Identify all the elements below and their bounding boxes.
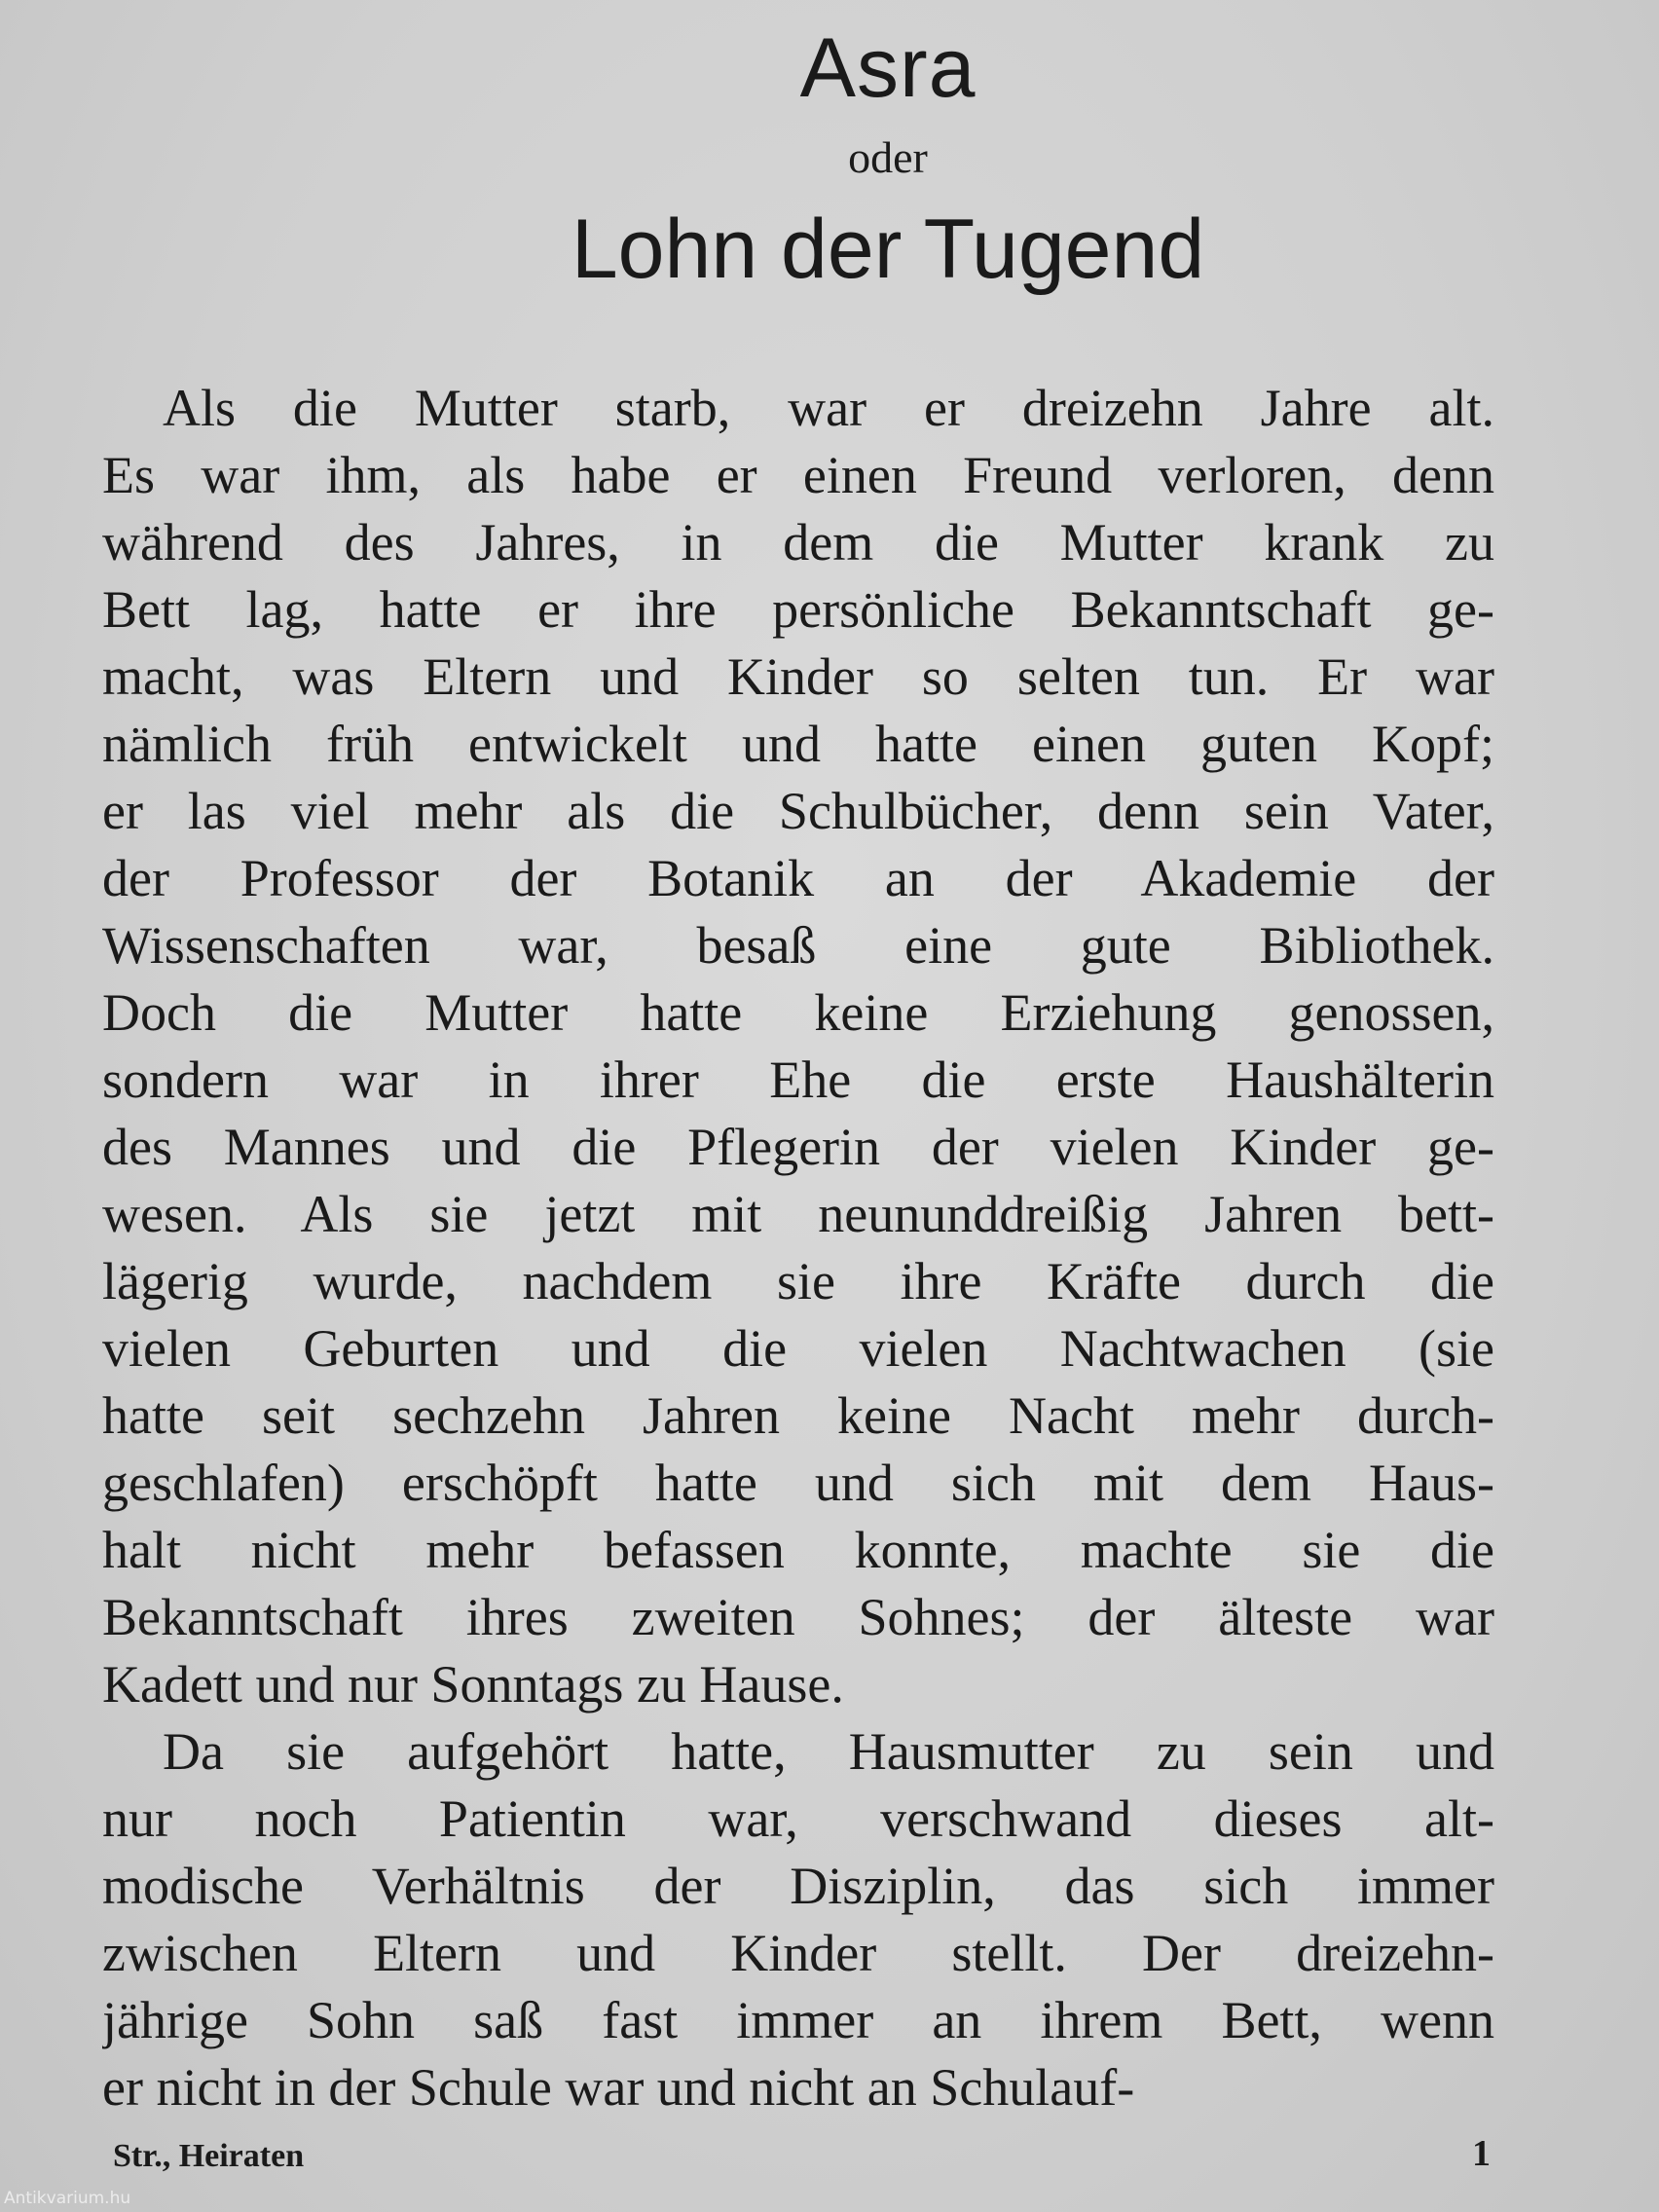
text-line: zwischen Eltern und Kinder stellt. Der dreizehn- <box>102 1924 1494 1982</box>
text-line: vielen Geburten und die vielen Nachtwachen (sie <box>102 1319 1494 1378</box>
text-line: jährige Sohn saß fast immer an ihrem Bett, wenn <box>102 1991 1494 2049</box>
chapter-title: Asra <box>799 21 977 115</box>
text-line: Da sie aufgehört hatte, Hausmutter zu sein und <box>163 1722 1494 1781</box>
footer-signature: Str., Heiraten <box>113 2138 305 2174</box>
text-line: macht, was Eltern und Kinder so selten tun. Er war <box>102 647 1494 706</box>
text-line: Es war ihm, als habe er einen Freund verloren, denn <box>102 446 1494 504</box>
text-line: Bett lag, hatte er ihre persönliche Bekanntschaft ge- <box>102 580 1494 639</box>
text-line: Doch die Mutter hatte keine Erziehung genossen, <box>102 983 1494 1042</box>
text-line: modische Verhältnis der Disziplin, das sich immer <box>102 1857 1494 1915</box>
text-line: sondern war in ihrer Ehe die erste Haushälterin <box>102 1051 1494 1109</box>
text-line: des Mannes und die Pflegerin der vielen Kinder ge- <box>102 1118 1494 1176</box>
watermark-text: Antikvarium.hu <box>4 2189 131 2208</box>
text-line: er nicht in der Schule war und nicht an Schulauf- <box>102 2058 1135 2117</box>
chapter-heading <box>0 19 1659 298</box>
chapter-title-connector: oder <box>848 132 928 182</box>
text-line: wesen. Als sie jetzt mit neununddreißig Jahren bett- <box>102 1185 1494 1243</box>
text-line: er las viel mehr als die Schulbücher, denn sein Vater, <box>102 782 1494 840</box>
text-line: nur noch Patientin war, verschwand dieses alt- <box>102 1789 1494 1848</box>
text-line: während des Jahres, in dem die Mutter krank zu <box>102 513 1494 571</box>
chapter-subtitle: Lohn der Tugend <box>571 203 1205 296</box>
paragraph <box>102 375 1494 1718</box>
text-line: Als die Mutter starb, war er dreizehn Jahre alt. <box>163 379 1494 437</box>
text-line: Kadett und nur Sonntags zu Hause. <box>102 1655 844 1714</box>
text-line: Wissenschaften war, besaß eine gute Bibliothek. <box>102 916 1494 975</box>
text-line: Bekanntschaft ihres zweiten Sohnes; der älteste war <box>102 1588 1494 1646</box>
text-line: hatte seit sechzehn Jahren keine Nacht mehr durch- <box>102 1386 1494 1445</box>
body-text <box>102 375 1494 2121</box>
text-line: nämlich früh entwickelt und hatte einen guten Kopf; <box>102 715 1494 773</box>
text-line: der Professor der Botanik an der Akademie der <box>102 849 1494 907</box>
page-number: 1 <box>1472 2133 1491 2174</box>
paragraph <box>102 1718 1494 2121</box>
text-line: halt nicht mehr befassen konnte, machte sie die <box>102 1521 1494 1579</box>
text-line: lägerig wurde, nachdem sie ihre Kräfte durch die <box>102 1252 1494 1310</box>
text-line: geschlafen) erschöpft hatte und sich mit dem Haus- <box>102 1454 1494 1512</box>
